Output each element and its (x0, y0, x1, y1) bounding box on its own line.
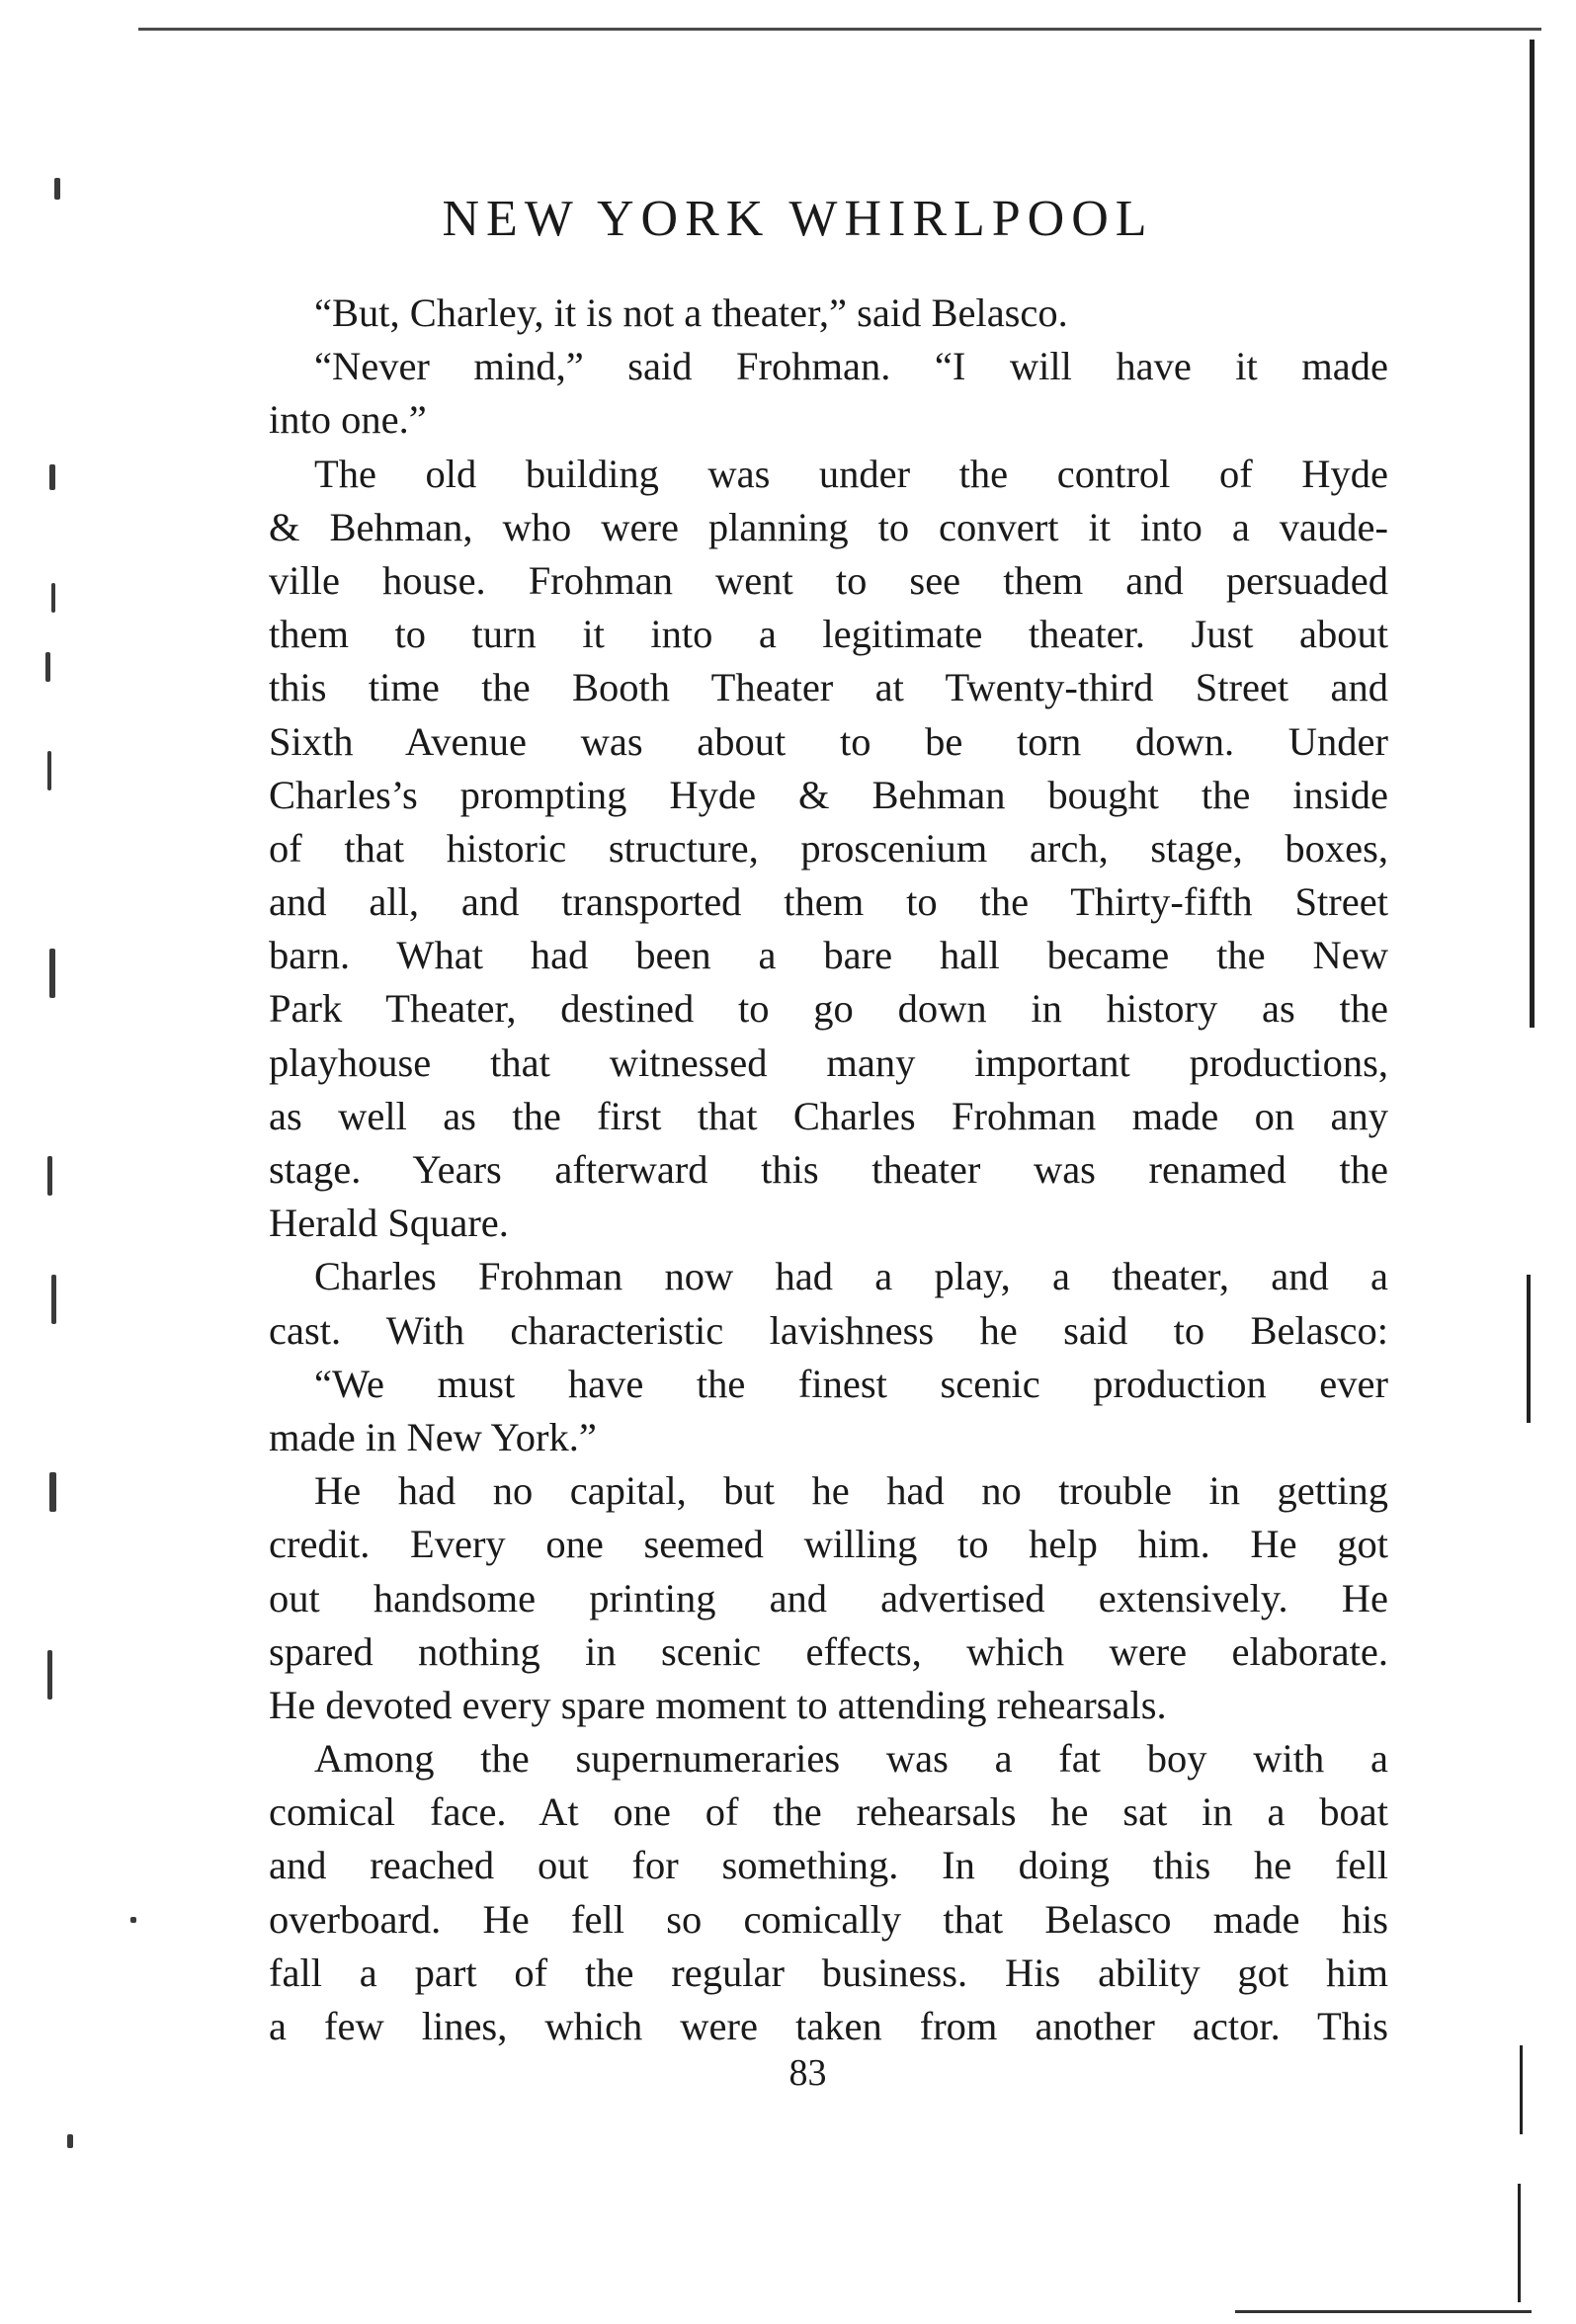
scan-speck (47, 751, 51, 790)
text-line: barn. What had been a bare hall became the New (269, 933, 1388, 978)
page-number: 83 (788, 2052, 827, 2094)
text-line: Charles Frohman now had a play, a theater, and a (314, 1254, 1388, 1299)
text-line: Herald Square. (269, 1201, 509, 1246)
text-line: spared nothing in scenic effects, which were elaborate. (269, 1628, 1388, 1674)
text-line: made in New York.” (269, 1414, 597, 1459)
scan-right-edge (1530, 40, 1535, 1028)
text-line: as well as the first that Charles Frohman made on any (269, 1093, 1388, 1138)
scan-speck (49, 949, 55, 998)
text-line: a few lines, which were taken from another actor. This (269, 2004, 1388, 2048)
text-line: this time the Booth Theater at Twenty-third Street and (269, 665, 1388, 710)
text-line: “But, Charley, it is not a theater,” said Belasco. (314, 290, 1068, 335)
text-line: of that historic structure, proscenium arch, stage, boxes, (269, 825, 1388, 871)
text-line: overboard. He fell so comically that Belasco made his (269, 1896, 1388, 1942)
scan-speck (130, 1917, 136, 1923)
running-head: NEW YORK WHIRLPOOL (442, 191, 1154, 247)
text-line: playhouse that witnessed many important productions, (269, 1039, 1388, 1085)
scan-speck (49, 1472, 56, 1512)
text-line: & Behman, who were planning to convert it into a vaude- (269, 504, 1388, 549)
scan-speck (49, 464, 55, 490)
scan-speck (47, 1156, 52, 1196)
scan-speck (45, 652, 50, 682)
text-line: Park Theater, destined to go down in history as the (269, 986, 1388, 1032)
text-line: into one.” (269, 397, 427, 443)
text-line: ville house. Frohman went to see them and persuaded (269, 557, 1388, 603)
text-line: and all, and transported them to the Thirty-fifth Street (269, 879, 1388, 925)
scan-speck (67, 2134, 73, 2148)
text-line: Charles’s prompting Hyde & Behman bought the inside (269, 772, 1388, 817)
text-line: credit. Every one seemed willing to help him. He got (269, 1522, 1388, 1567)
scan-speck (51, 1275, 56, 1324)
text-line: cast. With characteristic lavishness he said to Belasco: (269, 1307, 1388, 1353)
text-line: and reached out for something. In doing this he fell (269, 1843, 1388, 1888)
text-line: them to turn it into a legitimate theater. Just about (269, 612, 1388, 657)
text-line: He had no capital, but he had no trouble in getting (314, 1468, 1388, 1514)
text-line: Sixth Avenue was about to be torn down. Under (269, 718, 1388, 764)
text-line: The old building was under the control of Hyde (314, 451, 1388, 496)
text-line: “We must have the finest scenic production ever (314, 1361, 1388, 1406)
scan-speck (47, 1650, 52, 1700)
scan-right-edge (1527, 1275, 1531, 1423)
body-text (269, 287, 1388, 2053)
text-line: fall a part of the regular business. His ability got him (269, 1950, 1388, 1995)
text-line: stage. Years afterward this theater was renamed the (269, 1147, 1388, 1192)
text-line: comical face. At one of the rehearsals he sat in a boat (269, 1789, 1388, 1835)
scan-speck (51, 583, 55, 613)
scan-bottom-edge (1235, 2310, 1532, 2313)
text-line: Among the supernumeraries was a fat boy with a (314, 1736, 1388, 1782)
text-line: out handsome printing and advertised extensively. He (269, 1575, 1388, 1620)
text-line: He devoted every spare moment to attending rehearsals. (269, 1682, 1167, 1727)
text-line: “Never mind,” said Frohman. “I will have it made (314, 344, 1388, 389)
scan-right-edge (1518, 2184, 1521, 2302)
scan-top-edge (138, 28, 1541, 31)
